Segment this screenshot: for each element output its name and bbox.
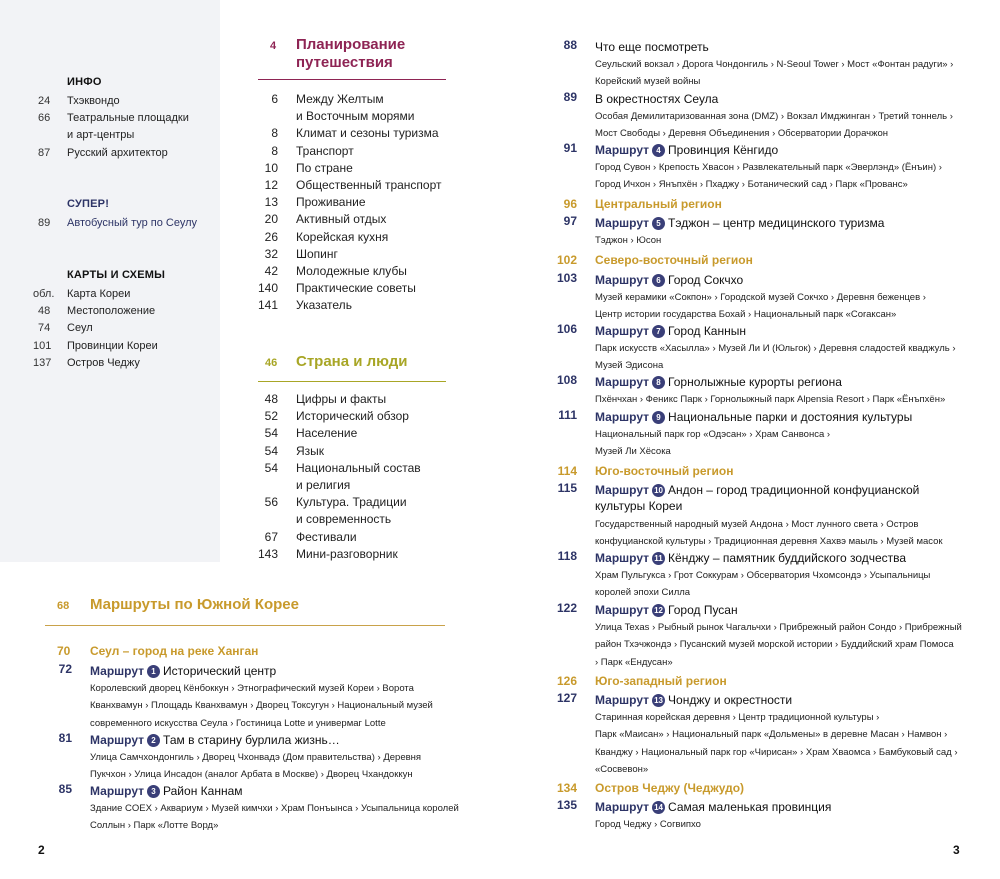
planning-rule — [258, 79, 446, 80]
route-title: Город Каннын — [668, 324, 746, 338]
planning-item-text: Климат и сезоны туризма — [296, 126, 439, 141]
country-item-text: Население — [296, 426, 358, 441]
planning-item-text: и Восточным морями — [296, 109, 415, 124]
entry-page-number: 89 — [563, 90, 577, 104]
entry-page-number: 111 — [558, 408, 577, 422]
route-label: Маршрут — [90, 784, 145, 798]
entry-title-line — [595, 408, 912, 426]
route-number-badge: 1 — [147, 665, 160, 678]
route-title: Национальные парки и достояния культуры — [668, 410, 913, 424]
route-label: Маршрут — [90, 664, 145, 678]
entry-page-number: 85 — [58, 782, 72, 796]
entry-title-line — [595, 38, 709, 56]
info-item-2: Театральные площадки — [67, 112, 189, 124]
country-item-page: 143 — [258, 546, 279, 561]
country-item-text: Национальный состав — [296, 460, 421, 475]
planning-item-text: Шопинг — [296, 246, 338, 261]
route-stops-line: Центр истории государства Бохай › Национальный парк «Соraксан» — [595, 309, 897, 321]
planning-item-page: 6 — [271, 92, 278, 106]
route-number-badge: 6 — [652, 274, 665, 287]
route-stops-line: Государственный народный музей Андона › Мост лунного света › Остров — [595, 519, 919, 530]
route-number-badge: 12 — [652, 604, 665, 617]
entry-title-line — [595, 601, 738, 619]
entry-title-line — [90, 662, 276, 680]
route-number-badge: 7 — [652, 325, 665, 338]
country-rule — [258, 381, 446, 382]
entry-page-number: 118 — [557, 549, 577, 563]
route-stops-line: Улица Texas › Рыбный рынок Чагальчхи › Прибрежный район Сондо › Прибрежный — [595, 622, 962, 633]
route-title: В окрестностях Сеула — [595, 92, 719, 106]
route-number-badge: 14 — [652, 801, 665, 814]
info-item-1: Тхэквондо — [67, 95, 120, 107]
route-label: Маршрут — [595, 143, 650, 157]
route-stops-line: Улица Самчхондонгиль › Дворец Чхонвадэ (Дом правительства) › Деревня — [90, 752, 422, 763]
region-title: Остров Чеджу (Чеджудо) — [595, 781, 745, 795]
entry-title-line — [595, 691, 792, 709]
route-title: Исторический центр — [163, 664, 277, 678]
entry-page-number: 122 — [556, 601, 577, 615]
route-stops-line: Парк «Маисан» › Национальный парк «Дольмены» в деревне Масан › Намвон › — [595, 729, 948, 741]
route-title: Кёнджу – памятник буддийского зодчества — [668, 551, 907, 565]
info-title: ИНФО — [67, 76, 102, 88]
planning-item-page: 140 — [258, 281, 279, 296]
entry-title-line — [595, 373, 842, 391]
country-item-page: 67 — [264, 529, 278, 544]
route-stops-line: «Сосвевон» — [595, 763, 649, 775]
route-stops-line: Музей Эдисона — [595, 360, 664, 372]
route-stops-line: Город Чеджу › Согвипхо — [595, 819, 701, 830]
route-label: Маршрут — [595, 693, 650, 707]
country-page: 46 — [265, 357, 278, 369]
route-number-badge: 5 — [652, 217, 665, 230]
super-item-1: Автобусный тур по Сеулу — [67, 217, 198, 229]
region-title: Северо-восточный регион — [595, 253, 753, 267]
country-item-page: 54 — [264, 460, 278, 475]
planning-item-page: 13 — [264, 195, 278, 210]
country-item-text: и современность — [296, 512, 392, 527]
route-stops-line: район Тхэчжондэ › Пусанский музей морской истории › Буддийский храм Помоса — [595, 639, 954, 651]
region-page-number: 114 — [557, 464, 577, 478]
entry-page-number: 108 — [556, 373, 577, 387]
route-stops-line: Особая Демилитаризованная зона (DMZ) › Вокзал Имджинган › Третий тоннель › — [595, 111, 953, 122]
planning-item-text: Между Желтым — [296, 92, 384, 106]
route-title: Самая маленькая провинция — [668, 800, 832, 814]
route-title: Тэджон – центр медицинского туризма — [668, 216, 885, 230]
route-stops-line: конфуцианской культуры › Традиционная деревня Хахвэ маыль › Музей масок — [595, 536, 943, 548]
planning-title-line2: путешествия — [296, 54, 393, 71]
route-label: Маршрут — [595, 216, 650, 230]
entry-page-number: 127 — [556, 691, 577, 705]
page-number-right: 3 — [953, 843, 960, 857]
entry-title-line — [595, 798, 831, 816]
entry-page-number: 72 — [58, 662, 72, 676]
route-title: Город Пусан — [668, 603, 738, 617]
route-number-badge: 4 — [652, 144, 665, 157]
region-page-number: 102 — [556, 253, 577, 267]
info-page-2: 66 — [38, 112, 51, 124]
maps-page-2: 48 — [38, 305, 51, 317]
route-label: Маршрут — [595, 603, 650, 617]
country-item-page: 48 — [264, 392, 278, 406]
maps-page-1: обл. — [33, 288, 55, 300]
route-title: Горнолыжные курорты региона — [668, 375, 842, 389]
planning-item-text: Активный отдых — [296, 212, 387, 227]
route-label: Маршрут — [90, 733, 145, 747]
route-label: Маршрут — [595, 483, 650, 497]
region-title: Центральный регион — [595, 197, 722, 211]
route-label: Маршрут — [595, 324, 650, 338]
seoul-page: 70 — [57, 644, 71, 658]
country-item-text: Цифры и факты — [296, 392, 387, 406]
planning-page: 4 — [270, 40, 277, 52]
route-label: Маршрут — [595, 273, 650, 287]
country-item-text: Мини-разговорник — [296, 546, 398, 561]
route-stops-line: Корейский музей войны — [595, 76, 701, 88]
country-item-page: 54 — [264, 426, 278, 441]
planning-item-page: 8 — [271, 126, 278, 141]
entry-title-line — [595, 271, 743, 289]
routes-title: Маршруты по Южной Корее — [90, 596, 299, 613]
country-item-page: 52 — [264, 409, 278, 424]
planning-item-page: 12 — [264, 178, 278, 192]
region-page-number: 96 — [563, 197, 577, 211]
entry-title-line — [595, 481, 919, 499]
entry-page-number: 106 — [556, 322, 577, 336]
planning-item-text: Транспорт — [296, 143, 354, 158]
country-item-text: и религия — [296, 478, 351, 492]
route-title: Провинция Кёнгидо — [668, 143, 779, 157]
country-title: Страна и люди — [296, 353, 408, 370]
routes-rule — [45, 625, 445, 626]
entry-page-number: 115 — [557, 481, 577, 495]
route-stops-line: королей эпохи Силла — [595, 587, 691, 599]
planning-item-text: Практические советы — [296, 281, 416, 296]
route-stops-line: Парк искусств «Хасылла» › Музей Ли И (Юльгок) › Деревня сладостей кваджуль › — [595, 343, 956, 354]
info-item-2b: и арт-центры — [67, 129, 135, 141]
routes-page: 68 — [57, 600, 70, 612]
route-number-badge: 11 — [652, 552, 665, 565]
route-number-badge: 13 — [652, 694, 665, 707]
planning-item-text: Указатель — [296, 298, 352, 313]
country-item-page: 54 — [264, 443, 278, 458]
planning-item-text: Общественный транспорт — [296, 178, 442, 192]
route-label: Маршрут — [595, 410, 650, 424]
entry-page-number: 91 — [563, 141, 577, 155]
route-stops-line: Город Ичхон › Янъпхён › Пхаджу › Ботанический сад › Парк «Прованс» — [595, 179, 908, 191]
planning-item-page: 42 — [264, 264, 278, 278]
route-stops-line: Сеульский вокзал › Дорога Чондонгиль › N-Seoul Tower › Мост «Фонтан радуги» › — [595, 59, 954, 70]
entry-page-number: 97 — [563, 214, 577, 228]
route-stops-line: › Парк «Ендусан» — [595, 656, 673, 668]
entry-title-line — [595, 141, 778, 159]
maps-item-3: Сеул — [67, 322, 93, 334]
route-stops-line: Кванхвамун › Площадь Кванхвамун › Дворец Токсугун › Национальный музей — [90, 700, 433, 712]
region-title: Юго-восточный регион — [595, 464, 734, 478]
planning-item-text: Проживание — [296, 195, 366, 210]
route-title: Андон – город традиционной конфуцианской — [668, 483, 920, 497]
route-title: Чонджу и окрестности — [668, 693, 793, 707]
planning-title-line1: Планирование — [296, 36, 406, 53]
route-number-badge: 3 — [147, 785, 160, 798]
route-number-badge: 10 — [652, 484, 665, 497]
planning-item-page: 26 — [264, 229, 278, 244]
route-stops-line: Старинная корейская деревня › Центр традиционной культуры › — [595, 712, 880, 723]
route-stops-line: Тэджон › Юсон — [595, 235, 662, 246]
route-label: Маршрут — [595, 375, 650, 389]
route-title-line2: культуры Кореи — [595, 499, 683, 513]
super-title: СУПЕР! — [67, 198, 110, 210]
region-title: Юго-западный регион — [595, 674, 727, 688]
route-stops-line: Пхёнчхан › Феникс Парк › Горнолыжный парк Alpensia Resort › Парк «Ёнъпхён» — [595, 394, 946, 405]
maps-item-1: Карта Кореи — [67, 288, 131, 300]
entry-title-line — [595, 90, 718, 108]
country-item-page: 56 — [264, 495, 278, 510]
country-item-text: Язык — [296, 443, 325, 458]
planning-item-text: Корейская кухня — [296, 229, 389, 244]
page-number-left: 2 — [38, 843, 45, 857]
route-stops-line: Мост Свободы › Деревня Объединения › Обсерватории Дорачжон — [595, 128, 889, 140]
route-stops-line: Храм Пульгукса › Грот Соккурам › Обсерватория Чхомсондэ › Усыпальницы — [595, 570, 931, 581]
route-label: Маршрут — [595, 551, 650, 565]
entry-page-number: 81 — [58, 731, 72, 745]
planning-item-text: По стране — [296, 160, 353, 175]
route-stops-line: Королевский дворец Кёнбоккун › Этнографический музей Кореи › Ворота — [90, 683, 414, 694]
country-item-text: Исторический обзор — [296, 409, 409, 424]
route-title: Там в старину бурлила жизнь… — [163, 733, 340, 747]
region-page-number: 126 — [556, 674, 577, 688]
super-page-1: 89 — [38, 217, 51, 229]
planning-item-page: 32 — [264, 246, 278, 261]
entry-title-line — [90, 731, 340, 749]
entry-page-number: 88 — [563, 38, 577, 52]
entry-page-number: 135 — [556, 798, 577, 812]
route-stops-line: Пукчхон › Улица Инсадон (аналог Арбата в Москве) › Дворец Чхандоккун — [90, 769, 413, 781]
planning-item-page: 141 — [258, 298, 279, 313]
maps-page-4: 101 — [33, 340, 52, 352]
info-item-3: Русский архитектор — [67, 147, 168, 159]
info-page-1: 24 — [38, 95, 51, 107]
entry-page-number: 103 — [556, 271, 577, 285]
entry-title-line — [595, 322, 746, 340]
route-title: Город Сокчхо — [668, 273, 744, 287]
maps-item-4: Провинции Кореи — [67, 340, 158, 352]
country-item-text: Фестивали — [296, 529, 357, 544]
country-item-text: Культура. Традиции — [296, 495, 407, 510]
planning-item-page: 10 — [264, 160, 278, 175]
region-page-number: 134 — [556, 781, 577, 795]
entry-title-line — [595, 214, 884, 232]
maps-page-3: 74 — [38, 322, 51, 334]
route-stops-line: Город Сувон › Крепость Хвасон › Развлекательный парк «Эверлэнд» (Ёнъин) › — [595, 162, 942, 173]
maps-item-2: Местоположение — [67, 305, 156, 317]
route-number-badge: 8 — [652, 376, 665, 389]
route-title: Район Каннам — [163, 784, 243, 798]
entry-title-line — [90, 782, 243, 800]
seoul-title: Сеул – город на реке Ханган — [90, 644, 259, 658]
entry-title-line — [595, 549, 906, 567]
planning-item-page: 20 — [264, 212, 278, 227]
left-sidebar-panel — [0, 0, 220, 562]
route-label: Маршрут — [595, 800, 650, 814]
route-number-badge: 9 — [652, 411, 665, 424]
route-stops-line: современного искусства Сеула › Гостиница Lotte и универмаг Lotte — [90, 717, 386, 729]
maps-title: КАРТЫ И СХЕМЫ — [67, 269, 166, 281]
route-stops-line: Музей керамики «Сокпон» › Городской музей Сокчхо › Деревня беженцев › — [595, 292, 926, 303]
route-number-badge: 2 — [147, 734, 160, 747]
planning-item-text: Молодежные клубы — [296, 264, 407, 278]
route-stops-line: Национальный парк гор «Одэсан» › Храм Санвонса › — [595, 429, 831, 440]
route-stops-line: Соллын › Парк «Лотте Ворд» — [90, 820, 219, 832]
maps-page-5: 137 — [33, 357, 52, 369]
planning-item-page: 8 — [271, 143, 278, 158]
route-stops-line: Здание COEX › Аквариум › Музей кимчхи › Храм Понъынса › Усыпальница королей — [90, 803, 459, 814]
maps-item-5: Остров Чеджу — [67, 357, 140, 369]
route-title: Что еще посмотреть — [595, 40, 709, 54]
info-page-3: 87 — [38, 147, 51, 159]
route-stops-line: Музей Ли Хёсока — [595, 446, 671, 458]
route-stops-line: Кванджу › Национальный парк гор «Чирисан» › Храм Хваомса › Бамбуковый сад › — [595, 746, 958, 758]
